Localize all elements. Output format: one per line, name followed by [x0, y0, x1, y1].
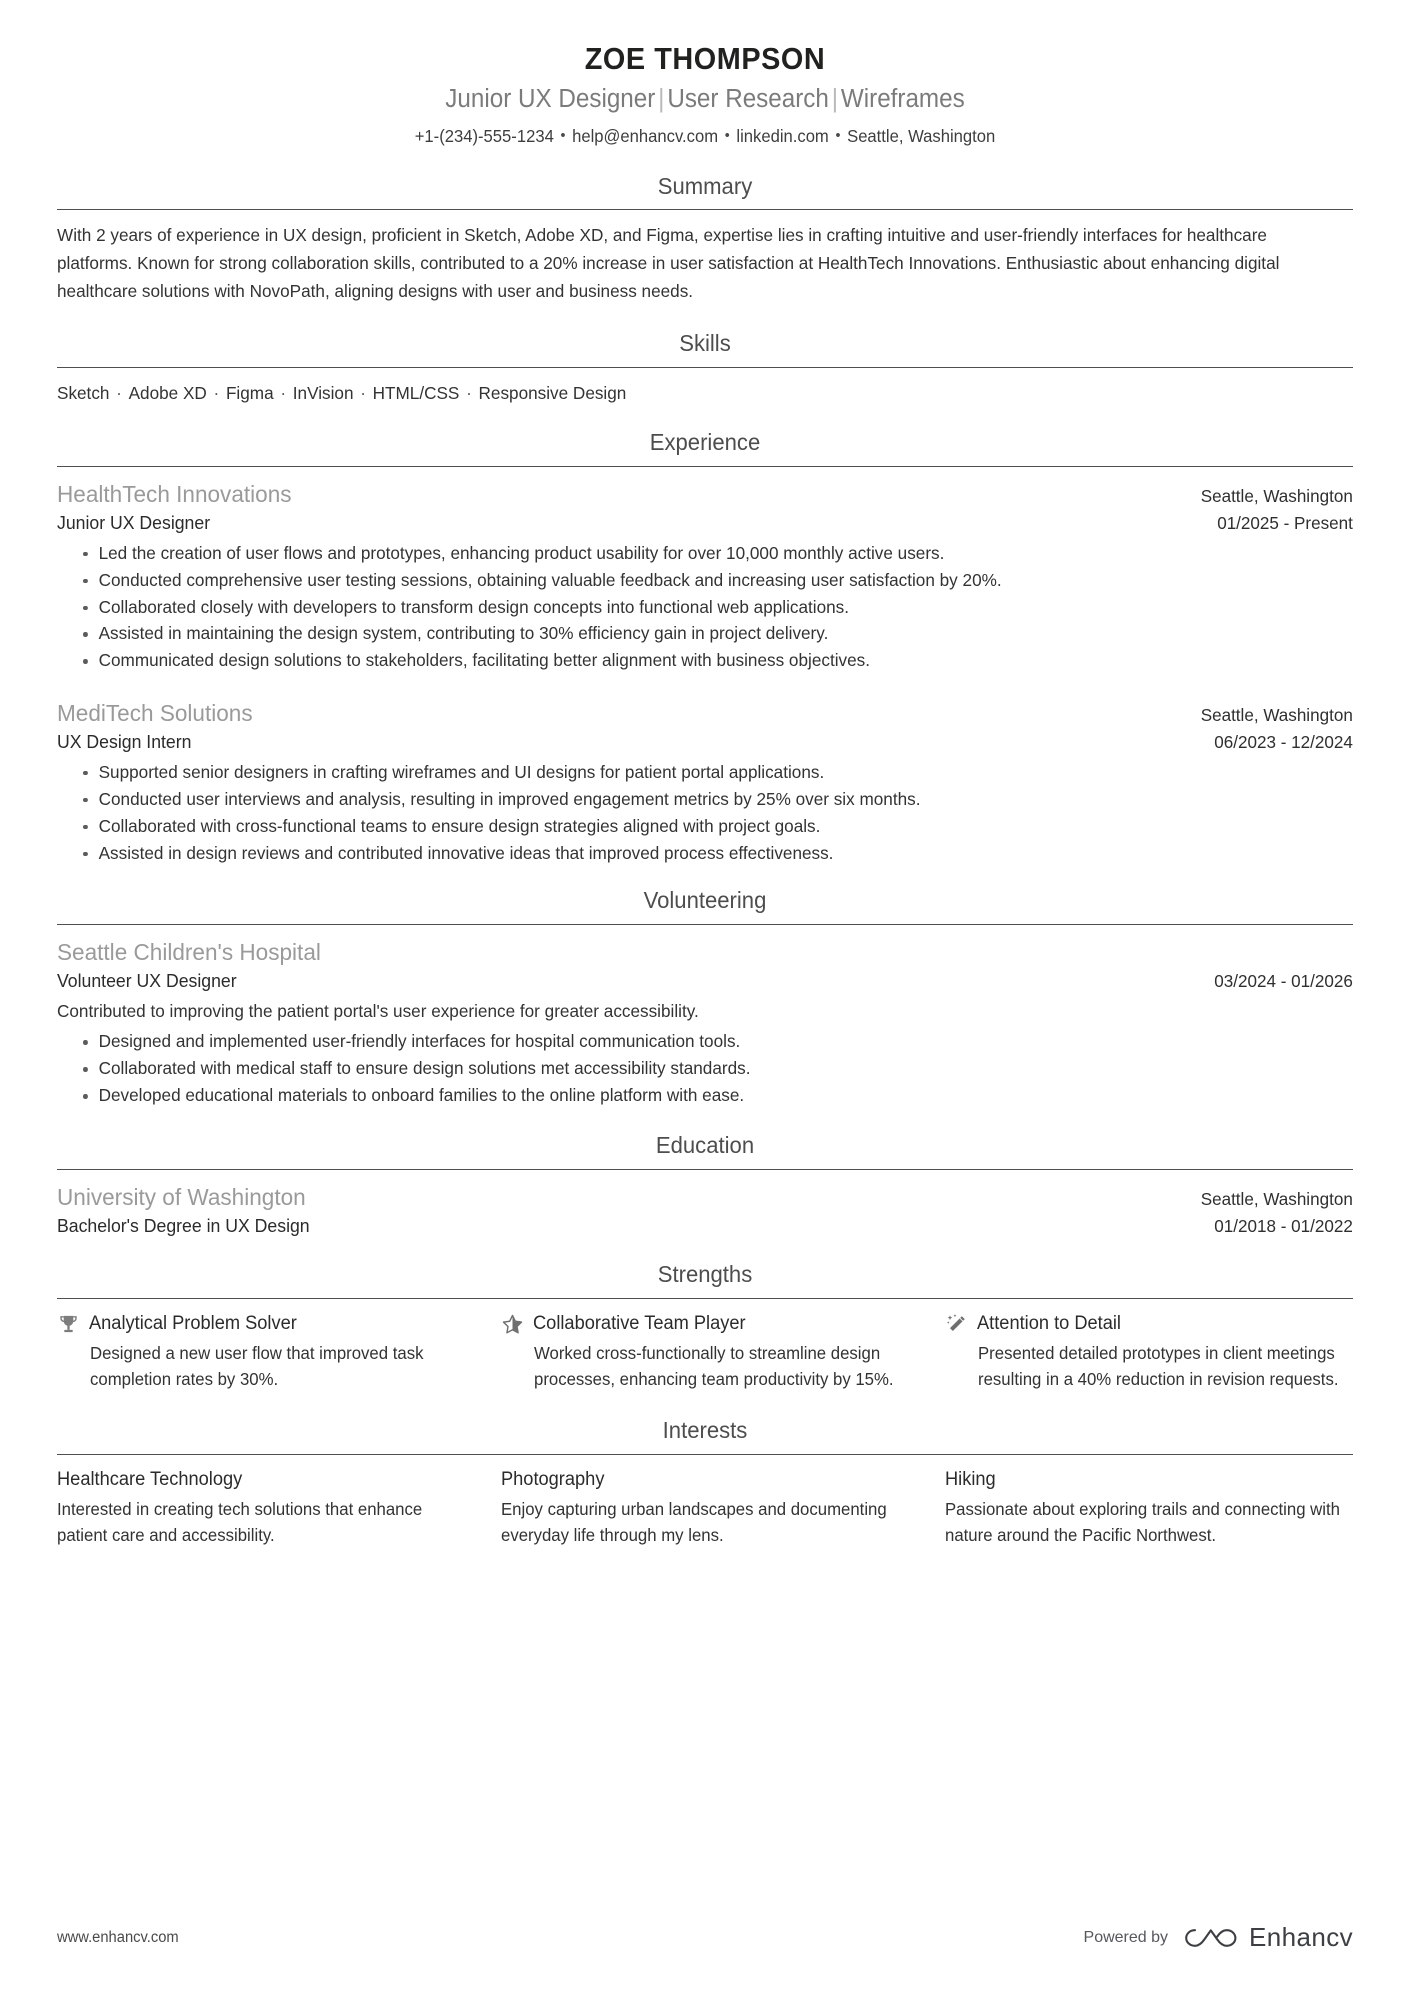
section-strengths — [57, 1260, 1353, 1392]
star-icon — [501, 1313, 524, 1336]
contact-location: Seattle, Washington — [847, 125, 996, 146]
strength-description: Presented detailed prototypes in client meetings resulting in a 40% reduction in revision requests. — [978, 1342, 1339, 1389]
skill-item: Responsive Design — [478, 382, 627, 403]
magic-wand-icon — [945, 1313, 968, 1336]
entry-location: Seattle, Washington — [1200, 486, 1353, 507]
strength-item — [945, 1311, 1353, 1392]
section-title-skills: Skills — [679, 330, 731, 357]
entry-bullet: Designed and implemented user-friendly interfaces for hospital communication tools. — [83, 1029, 1321, 1055]
entry-bullet-list — [57, 541, 1353, 674]
strength-header — [501, 1311, 909, 1337]
interests-grid — [57, 1467, 1353, 1548]
strength-item — [57, 1311, 465, 1392]
entry-date: 01/2025 - Present — [1217, 513, 1353, 534]
resume-entry — [57, 698, 1353, 866]
strength-title: Analytical Problem Solver — [89, 1313, 297, 1335]
interest-title: Healthcare Technology — [57, 1469, 243, 1491]
resume-entry — [57, 937, 1353, 1109]
entry-organization: Seattle Children's Hospital — [57, 939, 321, 966]
entry-role: Bachelor's Degree in UX Design — [57, 1214, 310, 1236]
section-rule — [57, 1169, 1353, 1170]
skill-item: HTML/CSS — [372, 382, 460, 403]
skill-item: Figma — [225, 382, 274, 403]
section-title-strengths: Strengths — [657, 1261, 753, 1288]
entry-bullet: Developed educational materials to onboard families to the online platform with ease. — [83, 1083, 1321, 1109]
entry-bullet: Collaborated with medical staff to ensure design solutions met accessibility standards. — [83, 1056, 1321, 1082]
interest-title: Photography — [501, 1469, 605, 1491]
entry-header-row — [57, 479, 1353, 510]
skills-separator: · — [111, 382, 127, 403]
education-entries — [57, 1182, 1353, 1239]
enhancv-mark-icon — [1184, 1925, 1238, 1951]
skills-separator: · — [275, 382, 291, 403]
entry-bullet: Conducted comprehensive user testing sessions, obtaining valuable feedback and increasing user satisfaction by 20%. — [83, 568, 1321, 594]
headline-separator-2: | — [831, 84, 839, 113]
entry-bullet-list — [57, 760, 1353, 866]
entry-bullet: Assisted in design reviews and contributed innovative ideas that improved process effectiveness. — [83, 841, 1321, 867]
entry-header-row — [57, 1182, 1353, 1213]
interest-item — [501, 1467, 909, 1548]
skills-separator: · — [208, 382, 224, 403]
skills-list — [57, 380, 1321, 406]
experience-entries — [57, 479, 1353, 866]
entry-date: 01/2018 - 01/2022 — [1214, 1215, 1353, 1236]
magic-wand-icon — [945, 1313, 968, 1336]
entry-bullet: Collaborated closely with developers to transform design concepts into functional web applications. — [83, 595, 1321, 621]
strength-description: Worked cross-functionally to streamline design processes, enhancing team productivity by 15%. — [534, 1342, 894, 1389]
resume-entry — [57, 1182, 1353, 1239]
section-summary — [57, 172, 1353, 306]
trophy-icon — [57, 1313, 80, 1336]
summary-text: With 2 years of experience in UX design, proficient in Sketch, Adobe XD, and Figma, expertise lies in crafting intuitive and user-friendly interfaces for healthcare platforms. Known for strong collaboration skills, contributed to a 20% increase in user satisfaction at HealthTech Innovations. Enthusiastic about enhancing digital healthcare solutions with NovoPath, aligning designs with user and business needs. — [57, 225, 1280, 301]
section-title-summary: Summary — [657, 172, 753, 199]
entry-organization: HealthTech Innovations — [57, 481, 292, 508]
section-title-interests: Interests — [662, 1417, 748, 1444]
resume-header — [57, 0, 1353, 148]
powered-by-label: Powered by — [1083, 1928, 1169, 1946]
interest-item — [945, 1467, 1353, 1548]
star-icon — [501, 1313, 524, 1336]
entry-role: Volunteer UX Designer — [57, 970, 237, 992]
entry-bullet: Supported senior designers in crafting wireframes and UI designs for patient portal applications. — [83, 760, 1321, 786]
enhancv-wordmark: Enhancv — [1249, 1922, 1353, 1952]
section-volunteering — [57, 886, 1353, 1109]
interest-item — [57, 1467, 465, 1548]
entry-bullet: Assisted in maintaining the design system, contributing to 30% efficiency gain in project delivery. — [83, 621, 1321, 647]
entry-subheader-row — [57, 968, 1353, 994]
skills-separator: · — [461, 382, 477, 403]
contact-separator-2: • — [724, 126, 730, 144]
section-interests — [57, 1416, 1353, 1548]
headline-separator-1: | — [658, 84, 665, 113]
strength-title: Collaborative Team Player — [533, 1313, 746, 1335]
skill-item: Sketch — [57, 382, 110, 403]
entry-header-row — [57, 937, 1353, 968]
section-skills — [57, 329, 1353, 406]
entry-organization: MediTech Solutions — [57, 700, 253, 727]
contact-email[interactable]: help@enhancv.com — [572, 125, 719, 146]
interest-title: Hiking — [945, 1469, 996, 1491]
skills-separator: · — [355, 382, 371, 403]
section-rule — [57, 466, 1353, 467]
contact-phone: +1-(234)-555-1234 — [414, 125, 554, 146]
interest-description: Interested in creating tech solutions that enhance patient care and accessibility. — [57, 1498, 423, 1545]
entry-organization: University of Washington — [57, 1183, 306, 1210]
contact-separator-3: • — [835, 126, 841, 144]
entry-date: 03/2024 - 01/2026 — [1214, 971, 1353, 992]
entry-location: Seattle, Washington — [1200, 705, 1353, 726]
strength-header — [57, 1311, 465, 1337]
headline-part-2: User Research — [667, 84, 829, 113]
entry-subheader-row — [57, 729, 1353, 755]
interest-description: Passionate about exploring trails and connecting with nature around the Pacific Northwest. — [945, 1498, 1340, 1545]
section-title-experience: Experience — [649, 429, 761, 456]
entry-role: UX Design Intern — [57, 731, 192, 753]
entry-subheader-row — [57, 510, 1353, 536]
entry-date: 06/2023 - 12/2024 — [1214, 732, 1353, 753]
skill-item: InVision — [292, 382, 354, 403]
footer-url[interactable]: www.enhancv.com — [57, 1928, 179, 1946]
entry-bullet-list — [57, 1029, 1353, 1109]
entry-bullet: Collaborated with cross-functional teams to ensure design strategies aligned with project goals. — [83, 814, 1321, 840]
footer-brand-block — [1084, 1922, 1353, 1953]
section-rule — [57, 1454, 1353, 1455]
volunteering-entries — [57, 937, 1353, 1109]
headline-part-3: Wireframes — [840, 84, 965, 113]
strengths-grid — [57, 1311, 1353, 1392]
entry-bullet: Communicated design solutions to stakeholders, facilitating better alignment with business objectives. — [83, 648, 1321, 674]
strength-title: Attention to Detail — [977, 1313, 1121, 1335]
contact-separator-1: • — [560, 126, 566, 144]
page-title: ZOE THOMPSON — [584, 41, 826, 76]
section-rule — [57, 924, 1353, 925]
skill-item: Adobe XD — [128, 382, 207, 403]
section-education — [57, 1131, 1353, 1239]
headline — [89, 83, 1320, 116]
strength-description: Designed a new user flow that improved task completion rates by 30%. — [90, 1342, 424, 1389]
entry-header-row — [57, 698, 1353, 729]
section-rule — [57, 209, 1353, 210]
section-rule — [57, 367, 1353, 368]
section-title-education: Education — [655, 1131, 755, 1158]
strength-header — [945, 1311, 1353, 1337]
interest-description: Enjoy capturing urban landscapes and documenting everyday life through my lens. — [501, 1498, 887, 1545]
section-title-volunteering: Volunteering — [643, 887, 767, 914]
headline-part-1: Junior UX Designer — [445, 84, 656, 113]
contact-link[interactable]: linkedin.com — [736, 125, 829, 146]
section-rule — [57, 1298, 1353, 1299]
enhancv-logo — [1184, 1922, 1353, 1953]
entry-bullet: Led the creation of user flows and prototypes, enhancing product usability for over 10,000 monthly active users. — [83, 541, 1321, 567]
section-experience — [57, 428, 1353, 866]
page-footer — [57, 1922, 1353, 1953]
strength-item — [501, 1311, 909, 1392]
trophy-icon — [57, 1313, 80, 1336]
entry-role: Junior UX Designer — [57, 512, 211, 534]
entry-location: Seattle, Washington — [1200, 1188, 1353, 1209]
entry-bullet: Conducted user interviews and analysis, resulting in improved engagement metrics by 25% over six months. — [83, 787, 1321, 813]
contact-line — [89, 125, 1320, 148]
entry-subheader-row — [57, 1213, 1353, 1239]
resume-entry — [57, 479, 1353, 674]
entry-note: Contributed to improving the patient portal's user experience for greater accessibility. — [57, 1000, 699, 1021]
